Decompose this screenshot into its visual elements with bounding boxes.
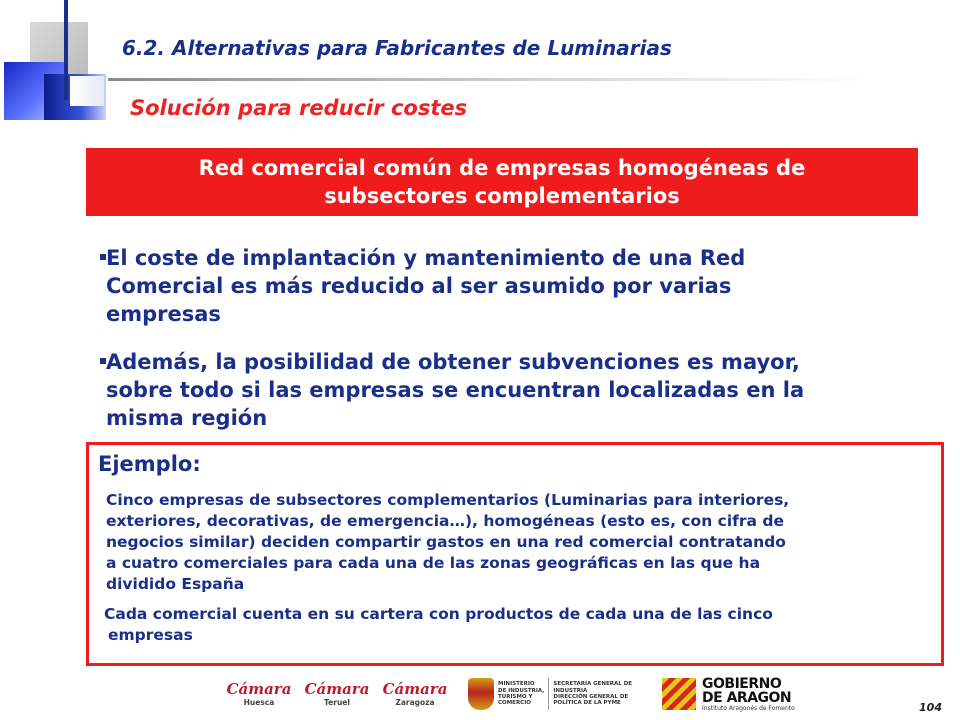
- page-number: 104: [919, 701, 942, 714]
- bullet-square-icon: [100, 254, 106, 260]
- decorative-white-square: [70, 76, 104, 106]
- example-line: negocios similar) deciden compartir gastos en una red comercial contratando: [106, 533, 786, 551]
- bullet-line: empresas: [106, 302, 221, 326]
- bullet-item-1: [100, 244, 910, 328]
- ministry-line: MINISTERIO: [498, 681, 535, 688]
- gobierno-line-2: DE ARAGON: [702, 689, 792, 706]
- camara-huesca-logo: [224, 681, 294, 707]
- ministry-line: DIRECCIÓN GENERAL DE: [553, 694, 629, 700]
- logo-text: Cámara: [304, 680, 370, 698]
- camara-teruel-logo: [302, 681, 372, 707]
- logo-text: Cámara: [382, 680, 448, 698]
- banner-line-1: Red comercial común de empresas homogéneas de: [198, 156, 806, 180]
- ministry-line: INDUSTRIA: [553, 687, 588, 694]
- bullet-line: El coste de implantación y mantenimiento de una Red: [106, 246, 746, 270]
- gobierno-aragon-logo: [662, 677, 795, 712]
- ministry-divider: [548, 678, 549, 710]
- ministry-text-right: [553, 681, 632, 707]
- coat-of-arms-icon: [468, 678, 494, 710]
- ministry-line: COMERCIO: [498, 700, 531, 707]
- example-line: Cinco empresas de subsectores complementarios (Luminarias para interiores,: [106, 491, 790, 509]
- red-banner: [86, 148, 918, 216]
- example-line: a cuatro comerciales para cada una de las zonas geográficas en las que ha: [106, 554, 761, 572]
- ministry-line: DE INDUSTRIA,: [498, 687, 545, 694]
- logo-city: Teruel: [324, 698, 350, 707]
- ministry-text-left: [498, 681, 544, 707]
- example-paragraph-1: [106, 490, 936, 595]
- bullet-line: misma región: [106, 406, 268, 430]
- example-line: Cada comercial cuenta en su cartera con productos de cada una de las cinco: [104, 605, 773, 623]
- bullet-line: Comercial es más reducido al ser asumido por varias: [106, 274, 732, 298]
- page-subtitle: Solución para reducir costes: [130, 96, 468, 120]
- ministry-line: TURISMO Y: [498, 694, 533, 700]
- logo-city: Huesca: [243, 698, 275, 707]
- gobierno-line-3: Instituto Aragonés de Fomento: [702, 704, 795, 712]
- decorative-vertical-line: [64, 0, 68, 100]
- gobierno-line-1: GOBIERNO: [702, 675, 782, 692]
- example-line: dividido España: [106, 575, 245, 593]
- gobierno-text: [702, 677, 795, 712]
- banner-line-2: subsectores complementarios: [324, 184, 680, 208]
- ministry-line: POLÍTICA DE LA PYME: [553, 700, 621, 707]
- bullet-line: Además, la posibilidad de obtener subvenciones es mayor,: [106, 350, 800, 374]
- example-paragraph-2: [104, 604, 934, 646]
- example-line: empresas: [108, 626, 193, 644]
- banner-text: [199, 154, 806, 210]
- footer-logos: [224, 672, 795, 716]
- logo-text: Cámara: [226, 680, 292, 698]
- example-line: exteriores, decorativas, de emergencia…), homogéneas (esto es, con cifra de: [106, 512, 784, 530]
- bullet-item-2: [100, 348, 910, 432]
- bullet-line: sobre todo si las empresas se encuentran localizadas en la: [106, 378, 805, 402]
- ministry-line: SECRETARÍA GENERAL DE: [553, 681, 633, 688]
- header-divider-line: [108, 78, 868, 81]
- camara-zaragoza-logo: [380, 681, 450, 707]
- aragon-flag-icon: [662, 678, 696, 710]
- ministry-logo: [468, 678, 632, 710]
- section-title: 6.2. Alternativas para Fabricantes de Luminarias: [122, 36, 672, 60]
- example-title: Ejemplo:: [98, 452, 201, 476]
- bullet-square-icon: [100, 358, 106, 364]
- logo-city: Zaragoza: [395, 698, 435, 707]
